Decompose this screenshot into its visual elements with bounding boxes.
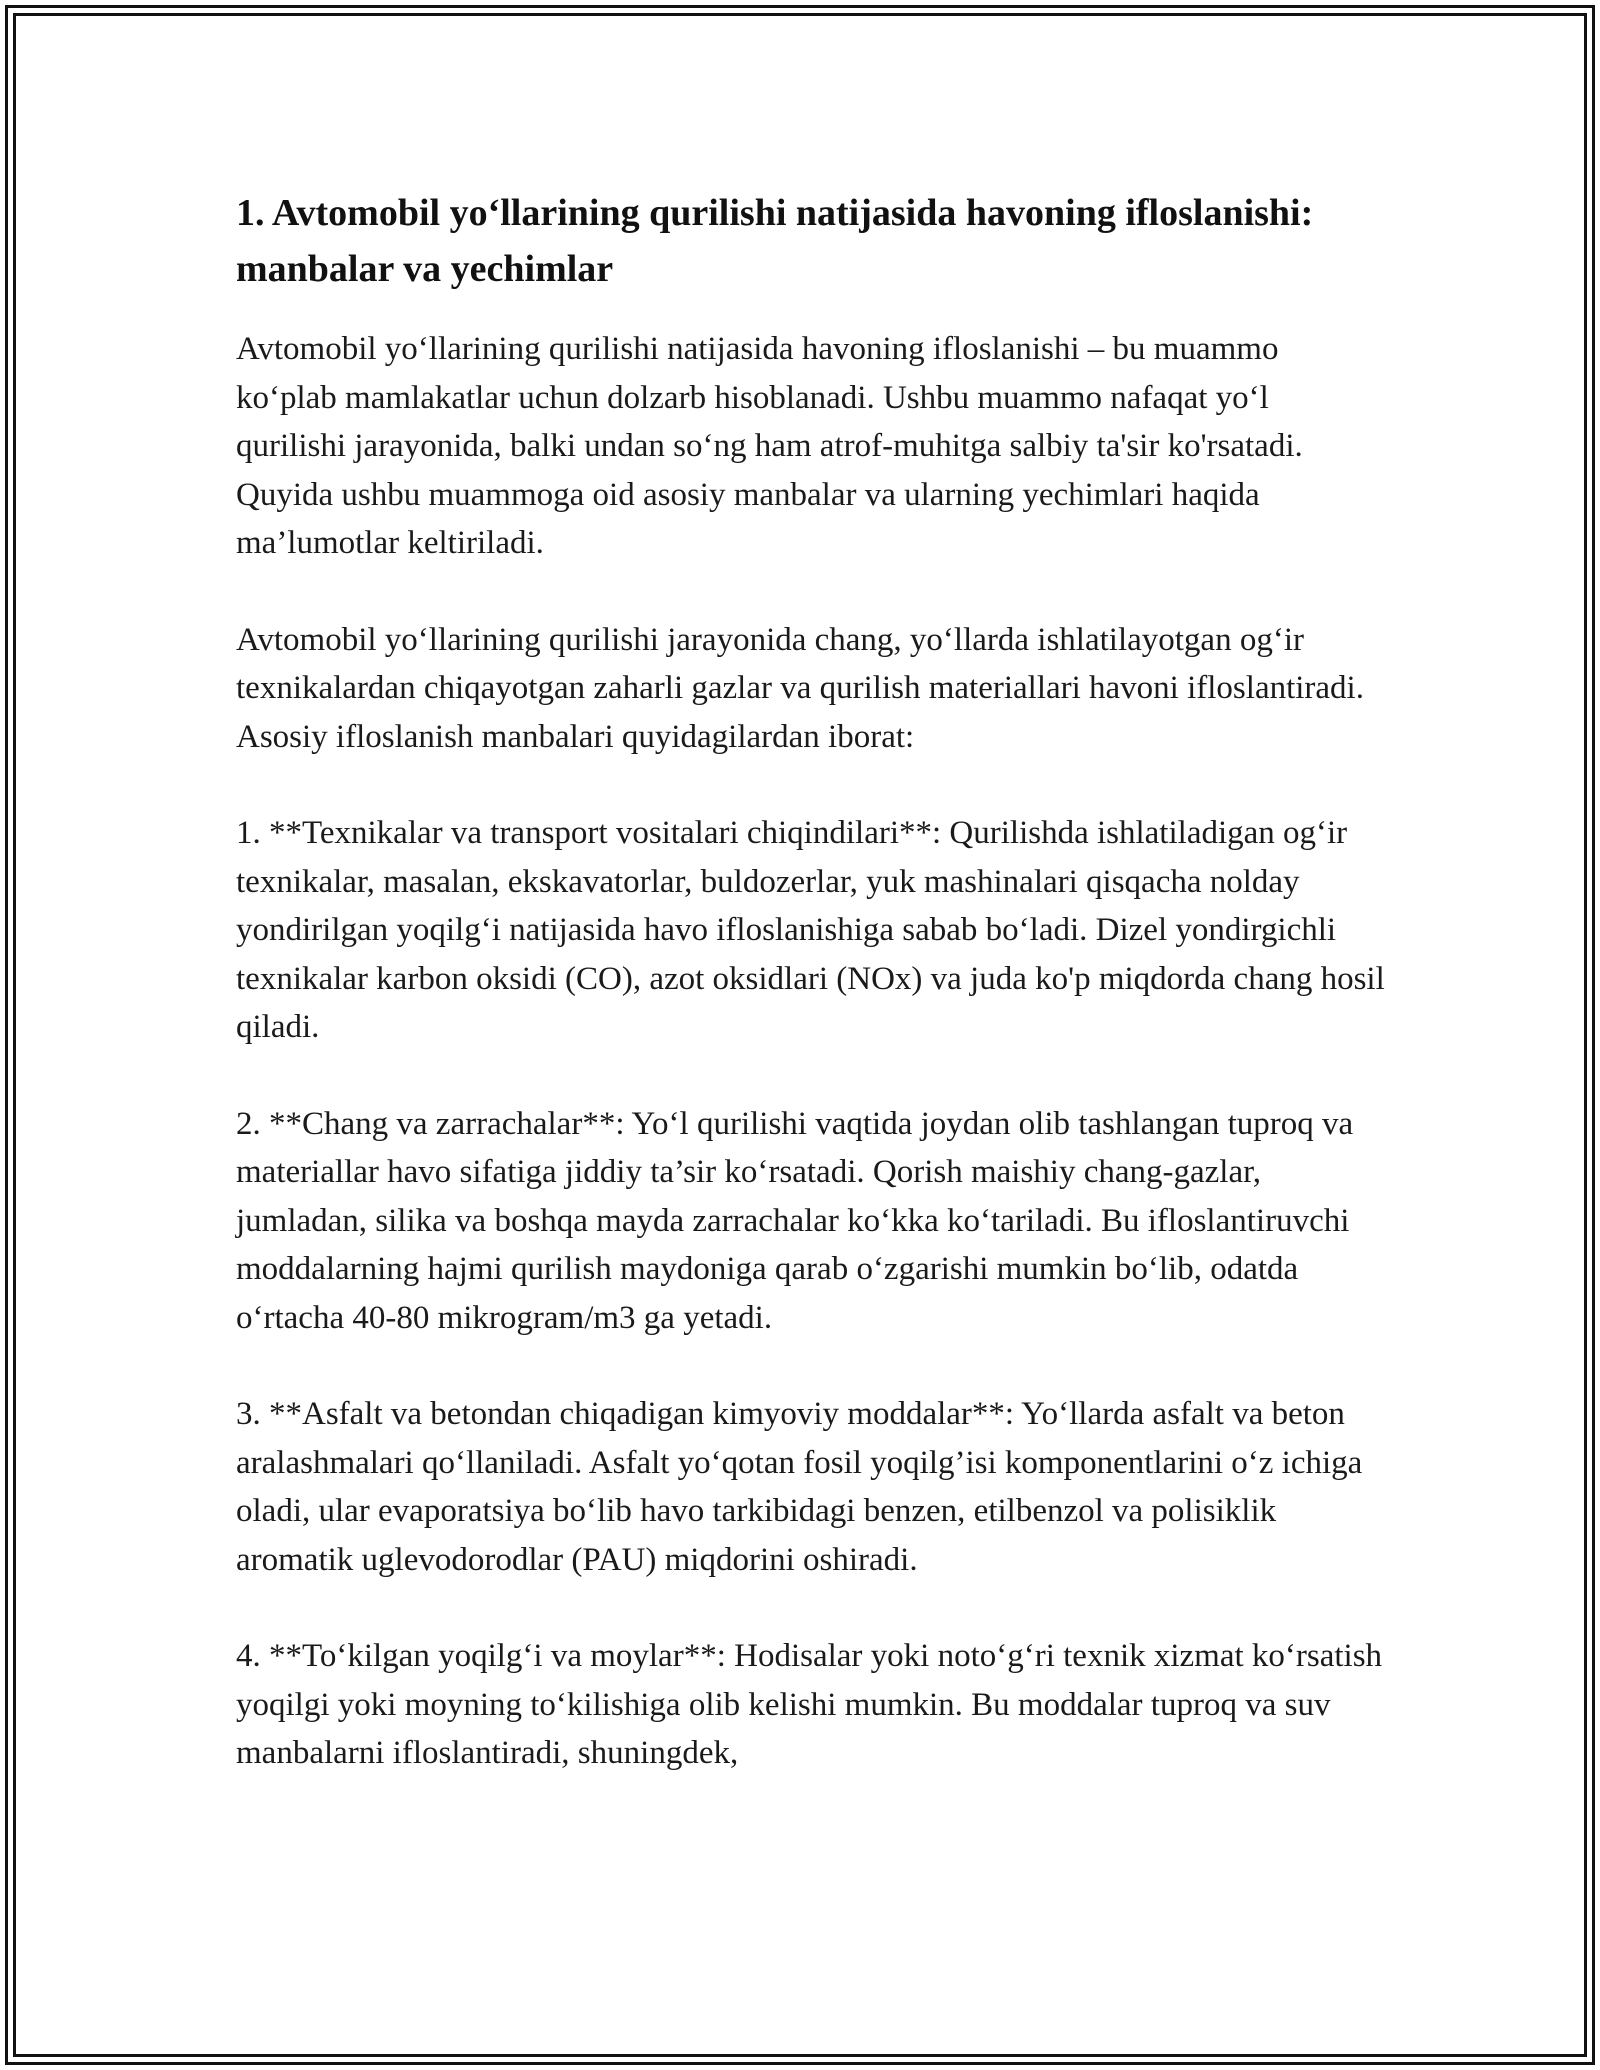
list-item-machinery-emissions: 1. **Texnikalar va transport vositalari chiqindilari**: Qurilishda ishlatiladigan og‘ir texnikalar, masalan, ekskavatorlar, buldozerlar, yuk mashinalari qisqacha nolday yondirilgan yoqilg‘i natijasida havo ifloslanishiga sabab bo‘ladi. Dizel yondirgichli texnikalar karbon oksidi (CO), azot oksidlari (NOx) va juda ko'p miqdorda chang hosil qiladi.	[236, 815, 1385, 1045]
document-body	[236, 185, 1386, 1826]
page-title: 1. Avtomobil yo‘llarining qurilishi natijasida havoning ifloslanishi: manbalar va yechimlar	[236, 192, 1314, 290]
list-item-dust-particles: 2. **Chang va zarrachalar**: Yo‘l qurilishi vaqtida joydan olib tashlangan tuproq va materiallar havo sifatiga jiddiy ta’sir ko‘rsatadi. Qorish maishiy chang-gazlar, jumladan, silika va boshqa mayda zarrachalar ko‘kka ko‘tariladi. Bu ifloslantiruvchi moddalarning hajmi qurilish maydoniga qarab o‘zgarishi mumkin bo‘lib, odatda o‘rtacha 40-80 mikrogram/m3 ga yetadi.	[236, 1105, 1354, 1336]
sources-intro-paragraph: Avtomobil yo‘llarining qurilishi jarayonida chang, yo‘llarda ishlatilayotgan og‘ir texnikalardan chiqayotgan zaharli gazlar va qurilish materiallari havoni ifloslantiradi. Asosiy ifloslanish manbalari quyidagilardan iborat:	[236, 621, 1364, 755]
intro-paragraph: Avtomobil yo‘llarining qurilishi natijasida havoning ifloslanishi – bu muammo ko‘plab mamlakatlar uchun dolzarb hisoblanadi. Ushbu muammo nafaqat yo‘l qurilishi jarayonida, balki undan so‘ng ham atrof-muhitga salbiy ta'sir ko'rsatadi. Quyida ushbu muammoga oid asosiy manbalar va ularning yechimlari haqida ma’lumotlar keltiriladi.	[236, 331, 1303, 561]
list-item-asphalt-chemicals: 3. **Asfalt va betondan chiqadigan kimyoviy moddalar**: Yo‘llarda asfalt va beton aralashmalari qo‘llaniladi. Asfalt yo‘qotan fosil yoqilg’isi komponentlarini o‘z ichiga oladi, ular evaporatsiya bo‘lib havo tarkibidagi benzen, etilbenzol va polisiklik aromatik uglevodorodlar (PAU) miqdorini oshiradi.	[236, 1396, 1363, 1578]
list-item-spilled-fuel: 4. **To‘kilgan yoqilg‘i va moylar**: Hodisalar yoki noto‘g‘ri texnik xizmat ko‘rsatish yoqilgi yoki moyning to‘kilishiga olib kelishi mumkin. Bu moddalar tuproq va suv manbalarni ifloslantiradi, shuningdek,	[236, 1638, 1383, 1771]
